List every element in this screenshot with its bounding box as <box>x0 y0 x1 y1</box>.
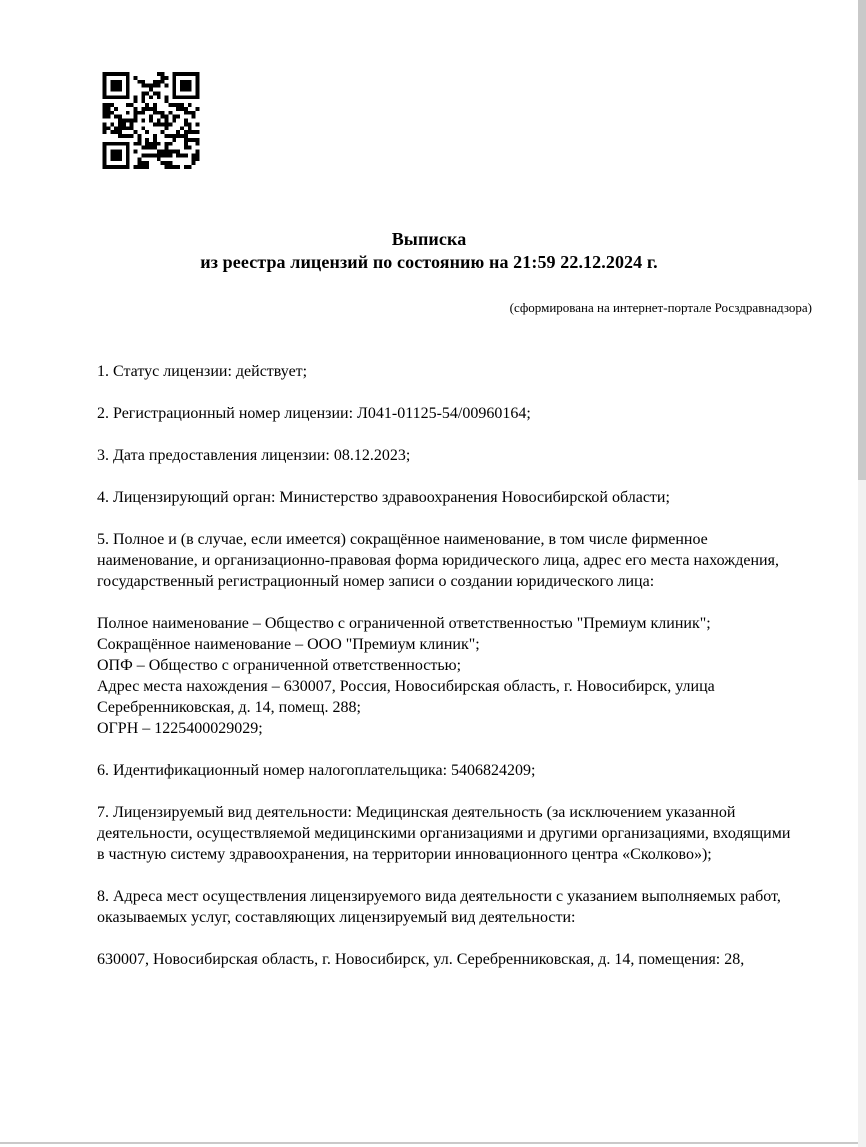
activity-addresses-intro: 8. Адреса мест осуществления лицензируемого вида деятельности с указанием выполняемых работ, оказываемых услуг, составляющих лицензируемый вид деятельности: <box>97 888 781 926</box>
license-status-line: 1. Статус лицензии: действует; <box>97 363 308 380</box>
scrollbar-track[interactable] <box>858 0 866 1147</box>
licensed-activity-paragraph: 7. Лицензируемый вид деятельности: Медицинская деятельность (за исключением указанной деятельности, осуществляемой медицинскими организациями и другими организациями, входящими в частную систему здравоохранения, на территории инновационного центра «Сколково»); <box>97 804 791 863</box>
registration-number-line: 2. Регистрационный номер лицензии: Л041-01125-54/00960164; <box>97 405 531 422</box>
qr-code-icon <box>102 72 200 169</box>
scrollbar-thumb[interactable] <box>858 0 866 480</box>
item5-intro-paragraph: 5. Полное и (в случае, если имеется) сокращённое наименование, в том числе фирменное наименование, и организационно-правовая форма юридического лица, адрес его места нахождения, государственный регистрационный номер записи о создании юридического лица: <box>97 531 779 590</box>
org-ogrn-line: ОГРН – 1225400029029; <box>97 720 263 737</box>
org-short-name-line: Сокращённое наименование – ООО "Премиум клиник"; <box>97 636 480 653</box>
page-bottom-edge <box>0 1142 858 1144</box>
document-body <box>97 361 794 991</box>
inn-line: 6. Идентификационный номер налогоплательщика: 5406824209; <box>97 762 536 779</box>
document-subtitle: (сформирована на интернет-портале Росздравнадзора) <box>509 300 812 315</box>
licensing-authority-line: 4. Лицензирующий орган: Министерство здравоохранения Новосибирской области; <box>97 489 670 506</box>
grant-date-line: 3. Дата предоставления лицензии: 08.12.2023; <box>97 447 411 464</box>
title-line-2: из реестра лицензий по состоянию на 21:59 22.12.2024 г. <box>200 252 658 272</box>
org-full-name-line: Полное наименование – Общество с ограниченной ответственностью "Премиум клиник"; <box>97 615 711 632</box>
org-address-line: Адрес места нахождения – 630007, Россия, Новосибирская область, г. Новосибирск, улица Серебренниковская, д. 14, помещ. 288; <box>97 678 715 716</box>
activity-address-line: 630007, Новосибирская область, г. Новосибирск, ул. Серебренниковская, д. 14, помещения: 28, <box>97 951 745 968</box>
org-opf-line: ОПФ – Общество с ограниченной ответственностью; <box>97 657 462 674</box>
org-details-block <box>97 613 794 739</box>
title-line-1: Выписка <box>391 229 467 249</box>
document-title <box>0 228 858 274</box>
